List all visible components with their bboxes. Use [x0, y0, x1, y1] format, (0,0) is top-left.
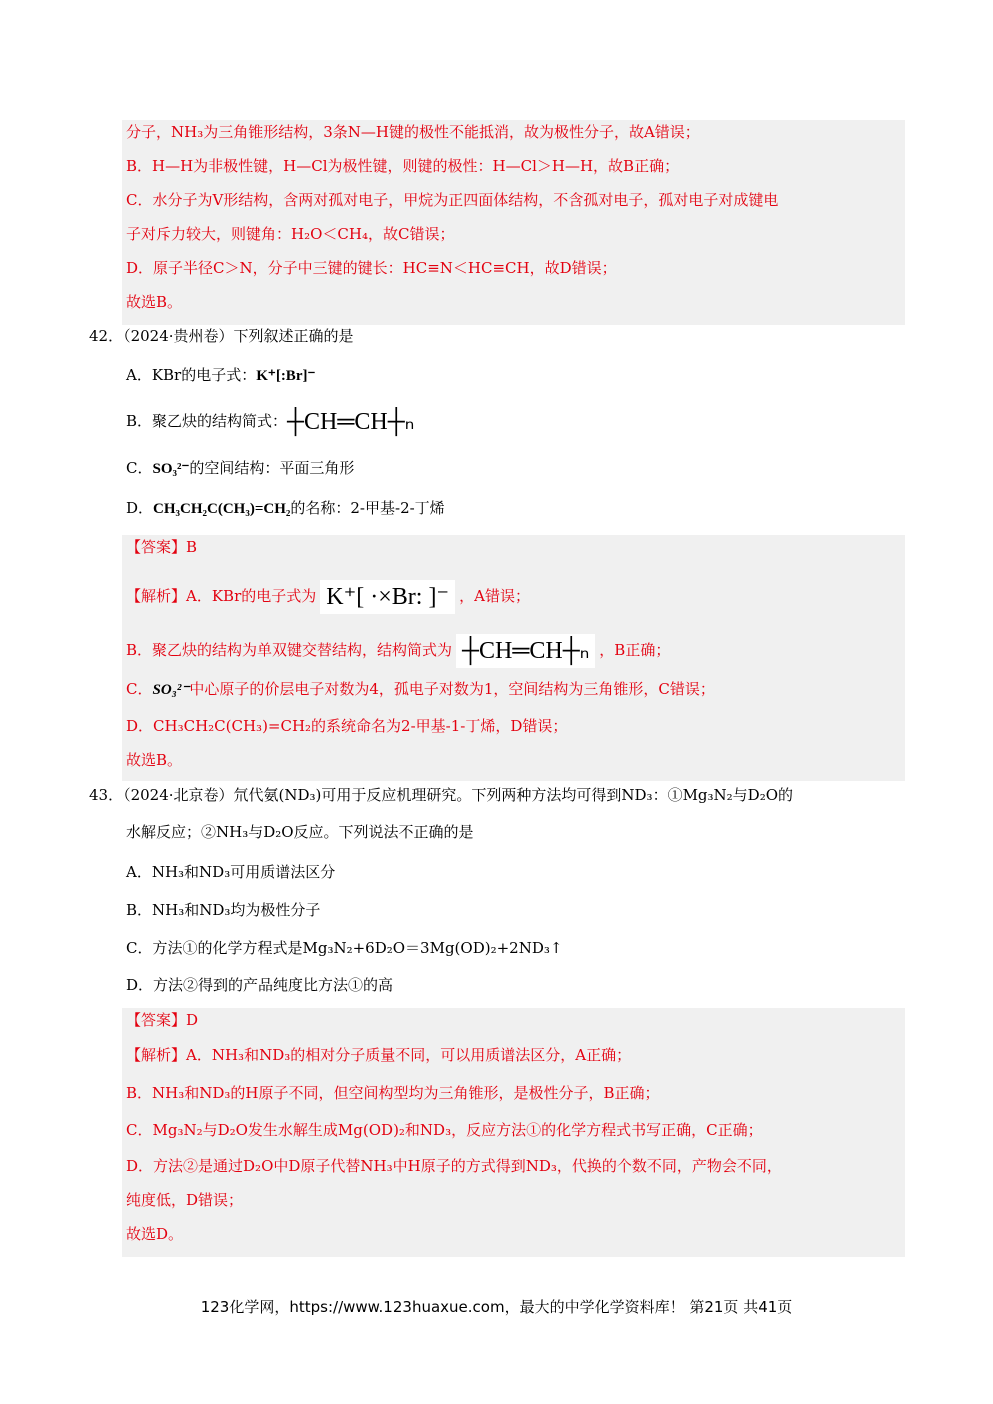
q41-exp-line-3: C．水分子为V形结构，含两对孤对电子，甲烷为正四面体结构，不含孤对电子，孤对电子对成键电 [126, 191, 779, 209]
q43-option-a: A．NH₃和ND₃可用质谱法区分 [126, 863, 336, 881]
analysis-tag: 【解析】 [126, 1046, 187, 1064]
q42-exp-a [126, 580, 530, 614]
q43-exp-end: 故选D。 [126, 1225, 184, 1243]
q43-option-b: B．NH₃和ND₃均为极性分子 [126, 901, 321, 919]
question-43 [89, 785, 793, 805]
answer-value: B [186, 538, 198, 556]
exp-text: ，A错误； [459, 587, 530, 605]
polyacetylene-formula-image: ┼CH═CH┼ₙ [456, 634, 595, 668]
answer-tag: 【答案】 [126, 538, 187, 556]
exp-text: A．KBr的电子式为 [186, 587, 317, 605]
option-text: 的名称：2-甲基-2-丁烯 [290, 499, 445, 517]
q43-exp-a [126, 1045, 631, 1065]
question-stem: （2024·北京卷）氘代氨(ND₃)可用于反应机理研究。下列两种方法均可得到ND₃：①Mg₃N₂与D₂O的 [123, 786, 794, 804]
exp-text: C． [126, 680, 153, 698]
exp-text: 中心原子的价层电子对数为4，孤电子对数为1，空间结构为三角锥形，C错误； [189, 680, 715, 698]
q43-exp-d-1: D．方法②是通过D₂O中D原子代替NH₃中H原子的方式得到ND₃，代换的个数不同，产物会不同， [126, 1157, 782, 1175]
q42-option-d [126, 498, 445, 519]
sulfite-formula: SO₃²⁻ [152, 461, 190, 477]
q41-exp-line-5: D．原子半径C＞N，分子中三键的键长：HC≡N＜HC≡CH，故D错误； [126, 259, 617, 277]
q42-option-b [126, 409, 415, 435]
q43-answer [126, 1010, 198, 1030]
exp-text: A．NH₃和ND₃的相对分子质量不同，可以用质谱法区分，A正确； [186, 1046, 632, 1064]
question-42 [89, 326, 354, 346]
option-label: A．KBr的电子式： [126, 366, 257, 384]
q43-exp-c: C．Mg₃N₂与D₂O发生水解生成Mg(OD)₂和ND₃，反应方法①的化学方程式书写正确，C正确； [126, 1121, 763, 1139]
analysis-tag: 【解析】 [126, 587, 187, 605]
q42-exp-c [126, 679, 715, 700]
question-number: 43． [89, 786, 124, 804]
q42-option-a [126, 365, 315, 386]
kbr-electron-formula-image: K⁺[ ·×Br: ]⁻ [320, 580, 455, 614]
q41-exp-line-6: 故选B。 [126, 293, 183, 311]
q43-exp-b: B．NH₃和ND₃的H原子不同，但空间构型均为三角锥形，是极性分子，B正确； [126, 1084, 660, 1102]
q41-exp-line-1: 分子，NH₃为三角锥形结构，3条N—H键的极性不能抵消，故为极性分子，故A错误； [126, 123, 700, 141]
page-footer: 123化学网，https://www.123huaxue.com，最大的中学化学资料库！ 第21页 共41页 [200, 1298, 793, 1316]
option-label: B．聚乙炔的结构简式： [126, 412, 288, 430]
question-stem: （2024·贵州卷）下列叙述正确的是 [123, 327, 354, 345]
exp-text: B．聚乙炔的结构为单双键交替结构，结构简式为 [126, 641, 453, 659]
q41-explanation-box [122, 120, 905, 325]
alkene-formula: CH₃CH₂C(CH₃)=CH₂ [153, 501, 291, 517]
q42-exp-end: 故选B。 [126, 751, 183, 769]
q43-stem-line-2: 水解反应；②NH₃与D₂O反应。下列说法不正确的是 [126, 823, 474, 841]
q41-exp-line-2: B．H—H为非极性键，H—Cl为极性键，则键的极性：H—Cl＞H—H，故B正确； [126, 157, 680, 175]
q42-exp-d: D．CH₃CH₂C(CH₃)=CH₂的系统命名为2-甲基-1-丁烯，D错误； [126, 717, 568, 735]
answer-tag: 【答案】 [126, 1011, 187, 1029]
polyacetylene-formula: ┼CH═CH┼ₙ [287, 409, 415, 435]
answer-value: D [186, 1011, 199, 1029]
sulfite-formula: SO₃²⁻ [152, 682, 190, 698]
q42-answer [126, 537, 197, 557]
question-number: 42． [89, 327, 124, 345]
kbr-formula: K⁺[:Br]⁻ [256, 368, 316, 384]
q43-option-c: C．方法①的化学方程式是Mg₃N₂+6D₂O＝3Mg(OD)₂+2ND₃↑ [126, 939, 563, 957]
option-label: C． [126, 459, 153, 477]
option-label: D． [126, 499, 154, 517]
q41-exp-line-4: 子对斥力较大，则键角：H₂O＜CH₄，故C错误； [126, 225, 455, 243]
q43-exp-d-2: 纯度低，D错误； [126, 1191, 244, 1209]
q42-option-c [126, 458, 354, 479]
q42-exp-b [126, 634, 670, 668]
exp-text: ，B正确； [599, 641, 671, 659]
q43-option-d: D．方法②得到的产品纯度比方法①的高 [126, 976, 394, 994]
option-text: 的空间结构：平面三角形 [189, 459, 355, 477]
